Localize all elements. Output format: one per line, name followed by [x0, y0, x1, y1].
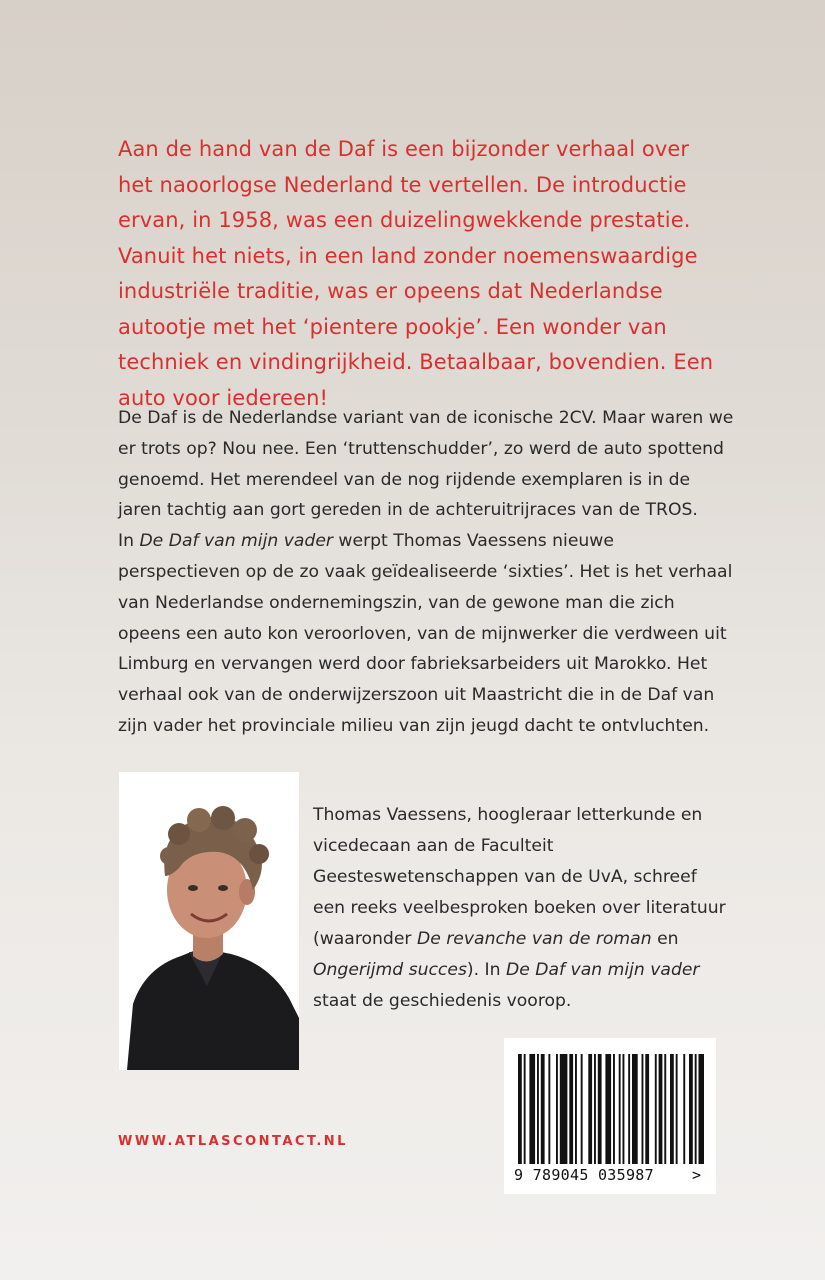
barcode-bar — [670, 1054, 674, 1164]
barcode-bar — [695, 1054, 697, 1164]
barcode-bar — [569, 1054, 573, 1164]
bio-part-1: Thomas Vaessens, hoogleraar letterkunde en vicedecaan aan de Faculteit Geesteswetenschappen van de UvA, schreef een reeks veelbesproken boeken over literatuur (waaronder — [313, 805, 726, 949]
paragraph-2-rest: werpt Thomas Vaessens nieuwe perspectieven op de zo vaak geïdealiseerde ‘sixties’. Het is het verhaal van Nederlandse ondernemingszin, van de gewone man die zich opeens een auto kon veroorloven, van de mijnwerker die verdween uit Limburg en vervangen werd door fabrieksarbeiders uit Marokko. Het verhaal ook van de onderwijzerszoon uit Maastricht die in de Daf van zijn vader het provinciale milieu van zijn jeugd dacht te ontvluchten. — [118, 531, 733, 736]
author-photo — [119, 772, 299, 1070]
isbn-barcode — [504, 1038, 716, 1194]
barcode-bar — [560, 1054, 568, 1164]
barcode-bar — [664, 1054, 666, 1164]
author-portrait-image — [119, 772, 299, 1070]
barcode-bar — [613, 1054, 615, 1164]
isbn-quiet-zone-marker: > — [692, 1166, 702, 1184]
book-title-ongerijmd: Ongerijmd succes — [313, 960, 467, 980]
barcode-bar — [556, 1054, 558, 1164]
paragraph-2-prefix: In — [118, 531, 140, 552]
barcode-bar — [605, 1054, 611, 1164]
cover-blurb: Aan de hand van de Daf is een bijzonder verhaal over het naoorlogse Nederland te vertellen. De introductie ervan, in 1958, was een duizelingwekkende prestatie. Vanuit het niets, in een land zonder noemenswaardige industriële traditie, was er opeens dat Nederlandse autootje met het ‘pientere pookje’. Een wonder van techniek en vindingrijkheid. Betaalbaar, bovendien. Een auto voor iedereen! — [118, 137, 714, 410]
description-paragraph-2 — [118, 526, 738, 742]
barcode-bar — [588, 1054, 592, 1164]
barcode-bar — [537, 1054, 539, 1164]
book-title-revanche: De revanche van de roman — [416, 929, 652, 949]
barcode-bar — [632, 1054, 638, 1164]
author-bio — [313, 800, 733, 1017]
barcode-bar — [623, 1054, 625, 1164]
barcode-bar — [548, 1054, 550, 1164]
barcode-bar — [581, 1054, 583, 1164]
barcode-bar — [628, 1054, 630, 1164]
publisher-website: WWW.ATLASCONTACT.NL — [118, 1134, 348, 1149]
barcode-bar — [619, 1054, 621, 1164]
isbn-number: 9 789045 035987 — [514, 1166, 654, 1184]
barcode-bar — [575, 1054, 577, 1164]
bio-part-2: en — [651, 929, 679, 949]
barcode-bar — [524, 1054, 526, 1164]
barcode-bar — [598, 1054, 602, 1164]
barcode-bar — [659, 1054, 663, 1164]
barcode-bars — [518, 1054, 704, 1164]
barcode-bar — [699, 1054, 705, 1164]
barcode-bar — [518, 1054, 522, 1164]
book-title-daf: De Daf van mijn vader — [505, 960, 700, 980]
barcode-bar — [655, 1054, 657, 1164]
barcode-bar — [541, 1054, 545, 1164]
barcode-bar — [529, 1054, 535, 1164]
barcode-bar — [689, 1054, 693, 1164]
book-title-italic: De Daf van mijn vader — [139, 531, 333, 552]
barcode-bar — [683, 1054, 685, 1164]
barcode-bar — [594, 1054, 596, 1164]
barcode-bar — [642, 1054, 644, 1164]
description-paragraph-1: De Daf is de Nederlandse variant van de iconische 2CV. Maar waren we er trots op? Nou nee. Een ‘truttenschudder’, zo werd de auto spottend genoemd. Het merendeel van de nog rijdende exemplaren is in de jaren tachtig aan gort gereden in de achteruitrijraces van de TROS. — [118, 408, 734, 521]
barcode-bar — [676, 1054, 678, 1164]
bio-part-4: staat de geschiedenis voorop. — [313, 991, 572, 1011]
barcode-bar — [645, 1054, 649, 1164]
book-description — [118, 403, 738, 742]
bio-part-3: ). In — [466, 960, 506, 980]
